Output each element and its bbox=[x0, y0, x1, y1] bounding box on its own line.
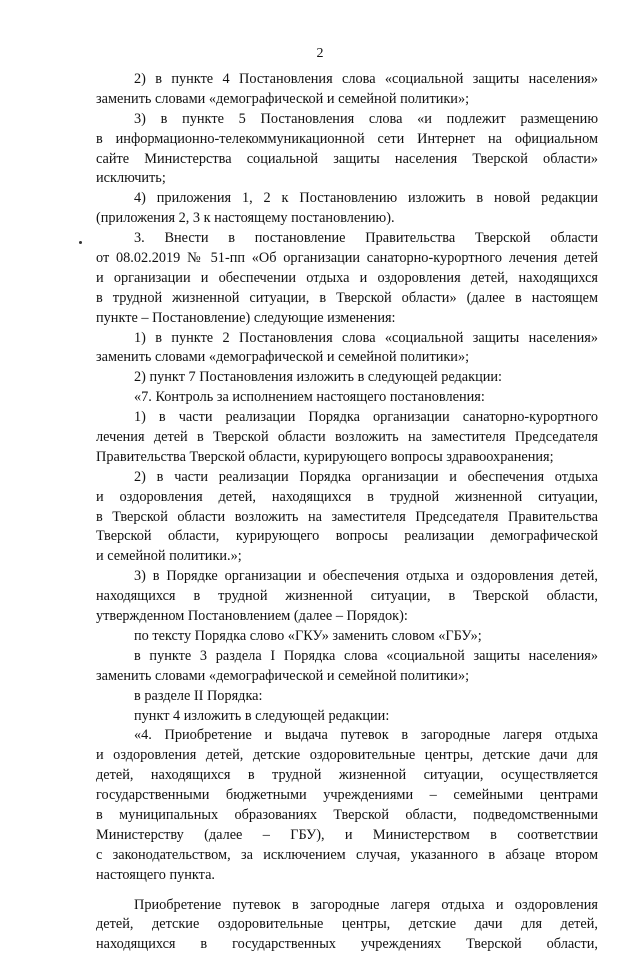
text-line: в пункте 3 раздела I Порядка слова «социальной защиты населения» bbox=[134, 647, 598, 664]
text-line: заменить словами «демографической и семейной политики»; bbox=[96, 667, 470, 684]
text-line: заменить словами «демографической и семейной политики»; bbox=[96, 349, 470, 366]
text-line: от 08.02.2019 № 51-пп «Об организации санаторно-курортного лечения детей bbox=[96, 250, 598, 267]
text-line: 2) пункт 7 Постановления изложить в следующей редакции: bbox=[134, 369, 503, 386]
text-line: и семейной политики.»; bbox=[96, 548, 242, 565]
text-line: «7. Контроль за исполнением настоящего постановления: bbox=[134, 389, 485, 406]
text-line: (приложения 2, 3 к настоящему постановлению). bbox=[96, 210, 395, 227]
text-line: 2) в пункте 4 Постановления слова «социальной защиты населения» bbox=[134, 71, 598, 87]
page-number: 2 bbox=[316, 46, 324, 61]
paragraph-gap bbox=[96, 886, 598, 896]
text-line: заменить словами «демографической и семейной политики»; bbox=[96, 90, 470, 107]
text-line: и оздоровления детей, находящихся в трудной жизненной ситуации, bbox=[96, 488, 598, 505]
text-line: 4) приложения 1, 2 к Постановлению изложить в новой редакции bbox=[134, 190, 598, 207]
text-line: в разделе II Порядка: bbox=[134, 687, 263, 704]
text-line: 3) в Порядке организации и обеспечения отдыха и оздоровления детей, bbox=[134, 568, 598, 585]
text-line: исключить; bbox=[96, 170, 166, 187]
text-line: 3) в пункте 5 Постановления слова «и подлежит размещению bbox=[134, 110, 598, 127]
text-line: Приобретение путевок в загородные лагеря отдыха и оздоровления bbox=[134, 896, 598, 913]
text-line: утвержденном Постановлением (далее – Порядок): bbox=[96, 608, 408, 625]
text-line: 1) в пункте 2 Постановления слова «социальной защиты населения» bbox=[134, 329, 598, 346]
text-line: пункте – Постановление) следующие изменения: bbox=[96, 309, 396, 326]
text-line: в трудной жизненной ситуации, в Тверской области» (далее в настоящем bbox=[96, 289, 598, 306]
text-line: детей, находящихся в трудной жизненной ситуации, осуществляется bbox=[96, 767, 598, 784]
text-line: находящихся в государственных учреждениях Тверской области, bbox=[96, 936, 598, 953]
text-line: Министерству (далее – ГБУ), и Министерством в соответствии bbox=[96, 826, 598, 843]
text-line: по тексту Порядка слово «ГКУ» заменить словом «ГБУ»; bbox=[134, 627, 482, 644]
text-line: Правительства Тверской области, курирующего вопросы здравоохранения; bbox=[96, 448, 554, 465]
text-line: с законодательством, за исключением случая, указанного в абзаце втором bbox=[96, 846, 598, 863]
text-line: 1) в части реализации Порядка организации санаторно-курортного bbox=[134, 409, 598, 426]
text-line: лечения детей в Тверской области возложить на заместителя Председателя bbox=[96, 429, 598, 446]
text-line: 3. Внести в постановление Правительства Тверской области bbox=[134, 230, 598, 247]
text-line: «4. Приобретение и выдача путевок в загородные лагеря отдыха bbox=[134, 727, 598, 744]
text-line: Тверской области, курирующего вопросы реализации демографической bbox=[96, 528, 598, 545]
text-line: настоящего пункта. bbox=[96, 866, 215, 883]
text-line: детей, детские оздоровительные центры, детские дачи для детей, bbox=[96, 916, 598, 933]
text-line: 2) в части реализации Порядка организации и обеспечения отдыха bbox=[134, 468, 598, 485]
text-line: пункт 4 изложить в следующей редакции: bbox=[134, 707, 390, 724]
text-line: в информационно-телекоммуникационной сети Интернет на официальном bbox=[96, 130, 598, 147]
text-line: и оздоровления детей, детские оздоровительные центры, детские дачи для bbox=[96, 747, 598, 764]
document-body bbox=[96, 70, 598, 955]
text-line: и организации и обеспечении отдыха и оздоровления детей, находящихся bbox=[96, 269, 598, 286]
text-line: сайте Министерства социальной защиты населения Тверской области» bbox=[96, 150, 598, 167]
text-line: находящихся в трудной жизненной ситуации, в Тверской области, bbox=[96, 588, 598, 605]
text-line: государственными бюджетными учреждениями – семейными центрами bbox=[96, 787, 598, 804]
margin-dot bbox=[79, 241, 82, 244]
text-line: в Тверской области возложить на заместителя Председателя Правительства bbox=[96, 508, 598, 525]
text-line: в муниципальных образованиях Тверской области, подведомственными bbox=[96, 806, 598, 823]
